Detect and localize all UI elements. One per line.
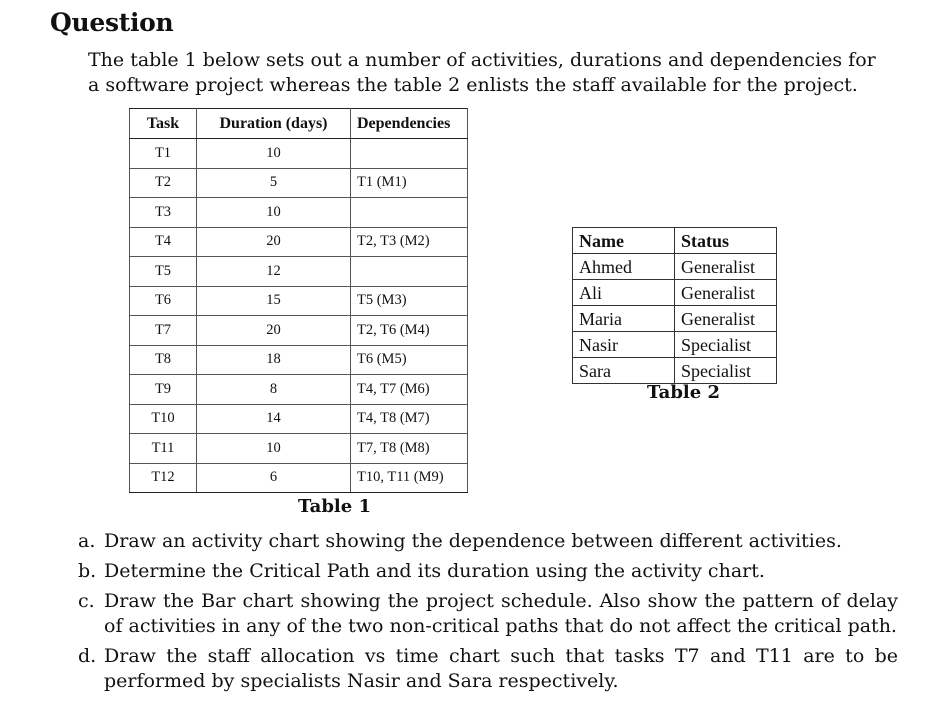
dependencies-cell: T1 (M1): [351, 168, 468, 198]
question-list: [78, 529, 898, 699]
duration-cell: 14: [197, 404, 351, 434]
dependencies-cell: [351, 257, 468, 287]
table-row: [130, 404, 468, 434]
column-header-duration: Duration (days): [197, 109, 351, 139]
name-cell: Ali: [573, 280, 675, 306]
staff-table: [572, 227, 777, 384]
table-row: [130, 375, 468, 405]
intro-paragraph: The table 1 below sets out a number of activities, durations and dependencies for a software project whereas the table 2 enlists the staff available for the project.: [88, 49, 876, 96]
task-cell: T7: [130, 316, 197, 346]
table-row: [130, 316, 468, 346]
dependencies-cell: T7, T8 (M8): [351, 434, 468, 464]
status-cell: Generalist: [675, 254, 777, 280]
duration-cell: 6: [197, 463, 351, 493]
question-text: Draw an activity chart showing the dependence between different activities.: [104, 530, 842, 552]
duration-cell: 12: [197, 257, 351, 287]
question-marker: b.: [78, 560, 97, 582]
table-row: [130, 139, 468, 169]
table-row: [573, 332, 777, 358]
question-item: [78, 644, 898, 694]
duration-cell: 15: [197, 286, 351, 316]
task-cell: T9: [130, 375, 197, 405]
duration-cell: 10: [197, 198, 351, 228]
status-cell: Specialist: [675, 332, 777, 358]
task-cell: T2: [130, 168, 197, 198]
task-cell: T1: [130, 139, 197, 169]
question-heading: Question: [50, 8, 174, 37]
dependencies-cell: T10, T11 (M9): [351, 463, 468, 493]
column-header-task: Task: [130, 109, 197, 139]
status-cell: Specialist: [675, 358, 777, 384]
dependencies-cell: T6 (M5): [351, 345, 468, 375]
table-row: [573, 254, 777, 280]
task-cell: T4: [130, 227, 197, 257]
question-marker: a.: [78, 530, 96, 552]
dependencies-cell: T2, T6 (M4): [351, 316, 468, 346]
table2-caption: Table 2: [647, 382, 721, 403]
status-cell: Generalist: [675, 280, 777, 306]
name-cell: Maria: [573, 306, 675, 332]
task-cell: T5: [130, 257, 197, 287]
table-row: [573, 358, 777, 384]
status-cell: Generalist: [675, 306, 777, 332]
column-header-name: Name: [573, 228, 675, 254]
task-cell: T3: [130, 198, 197, 228]
duration-cell: 5: [197, 168, 351, 198]
table-row: [130, 345, 468, 375]
table-row: [130, 257, 468, 287]
table-row: [130, 286, 468, 316]
question-item: [78, 529, 898, 554]
dependencies-cell: [351, 139, 468, 169]
table-row: [130, 434, 468, 464]
duration-cell: 20: [197, 227, 351, 257]
task-cell: T6: [130, 286, 197, 316]
column-header-dependencies: Dependencies: [351, 109, 468, 139]
task-cell: T12: [130, 463, 197, 493]
question-marker: d.: [78, 645, 97, 667]
table-header-row: [573, 228, 777, 254]
duration-cell: 10: [197, 434, 351, 464]
name-cell: Ahmed: [573, 254, 675, 280]
duration-cell: 18: [197, 345, 351, 375]
question-item: [78, 589, 898, 639]
dependencies-cell: T4, T8 (M7): [351, 404, 468, 434]
table-row: [130, 168, 468, 198]
dependencies-cell: [351, 198, 468, 228]
dependencies-cell: T2, T3 (M2): [351, 227, 468, 257]
table-row: [130, 198, 468, 228]
dependencies-cell: T4, T7 (M6): [351, 375, 468, 405]
question-text: Draw the staff allocation vs time chart such that tasks T7 and T11 are to be performed by specialists Nasir and Sara respectively.: [104, 645, 898, 692]
duration-cell: 10: [197, 139, 351, 169]
question-item: [78, 559, 898, 584]
question-text: Determine the Critical Path and its duration using the activity chart.: [104, 560, 765, 582]
task-cell: T11: [130, 434, 197, 464]
name-cell: Sara: [573, 358, 675, 384]
duration-cell: 20: [197, 316, 351, 346]
table-row: [573, 280, 777, 306]
question-marker: c.: [78, 590, 95, 612]
table1-caption: Table 1: [298, 496, 372, 517]
name-cell: Nasir: [573, 332, 675, 358]
dependencies-cell: T5 (M3): [351, 286, 468, 316]
task-cell: T8: [130, 345, 197, 375]
table-row: [130, 227, 468, 257]
table-row: [573, 306, 777, 332]
column-header-status: Status: [675, 228, 777, 254]
activities-table: [129, 108, 468, 493]
table-row: [130, 463, 468, 493]
question-text: Draw the Bar chart showing the project schedule. Also show the pattern of delay of activities in any of the two non-critical paths that do not affect the critical path.: [104, 590, 898, 637]
task-cell: T10: [130, 404, 197, 434]
duration-cell: 8: [197, 375, 351, 405]
table-header-row: [130, 109, 468, 139]
